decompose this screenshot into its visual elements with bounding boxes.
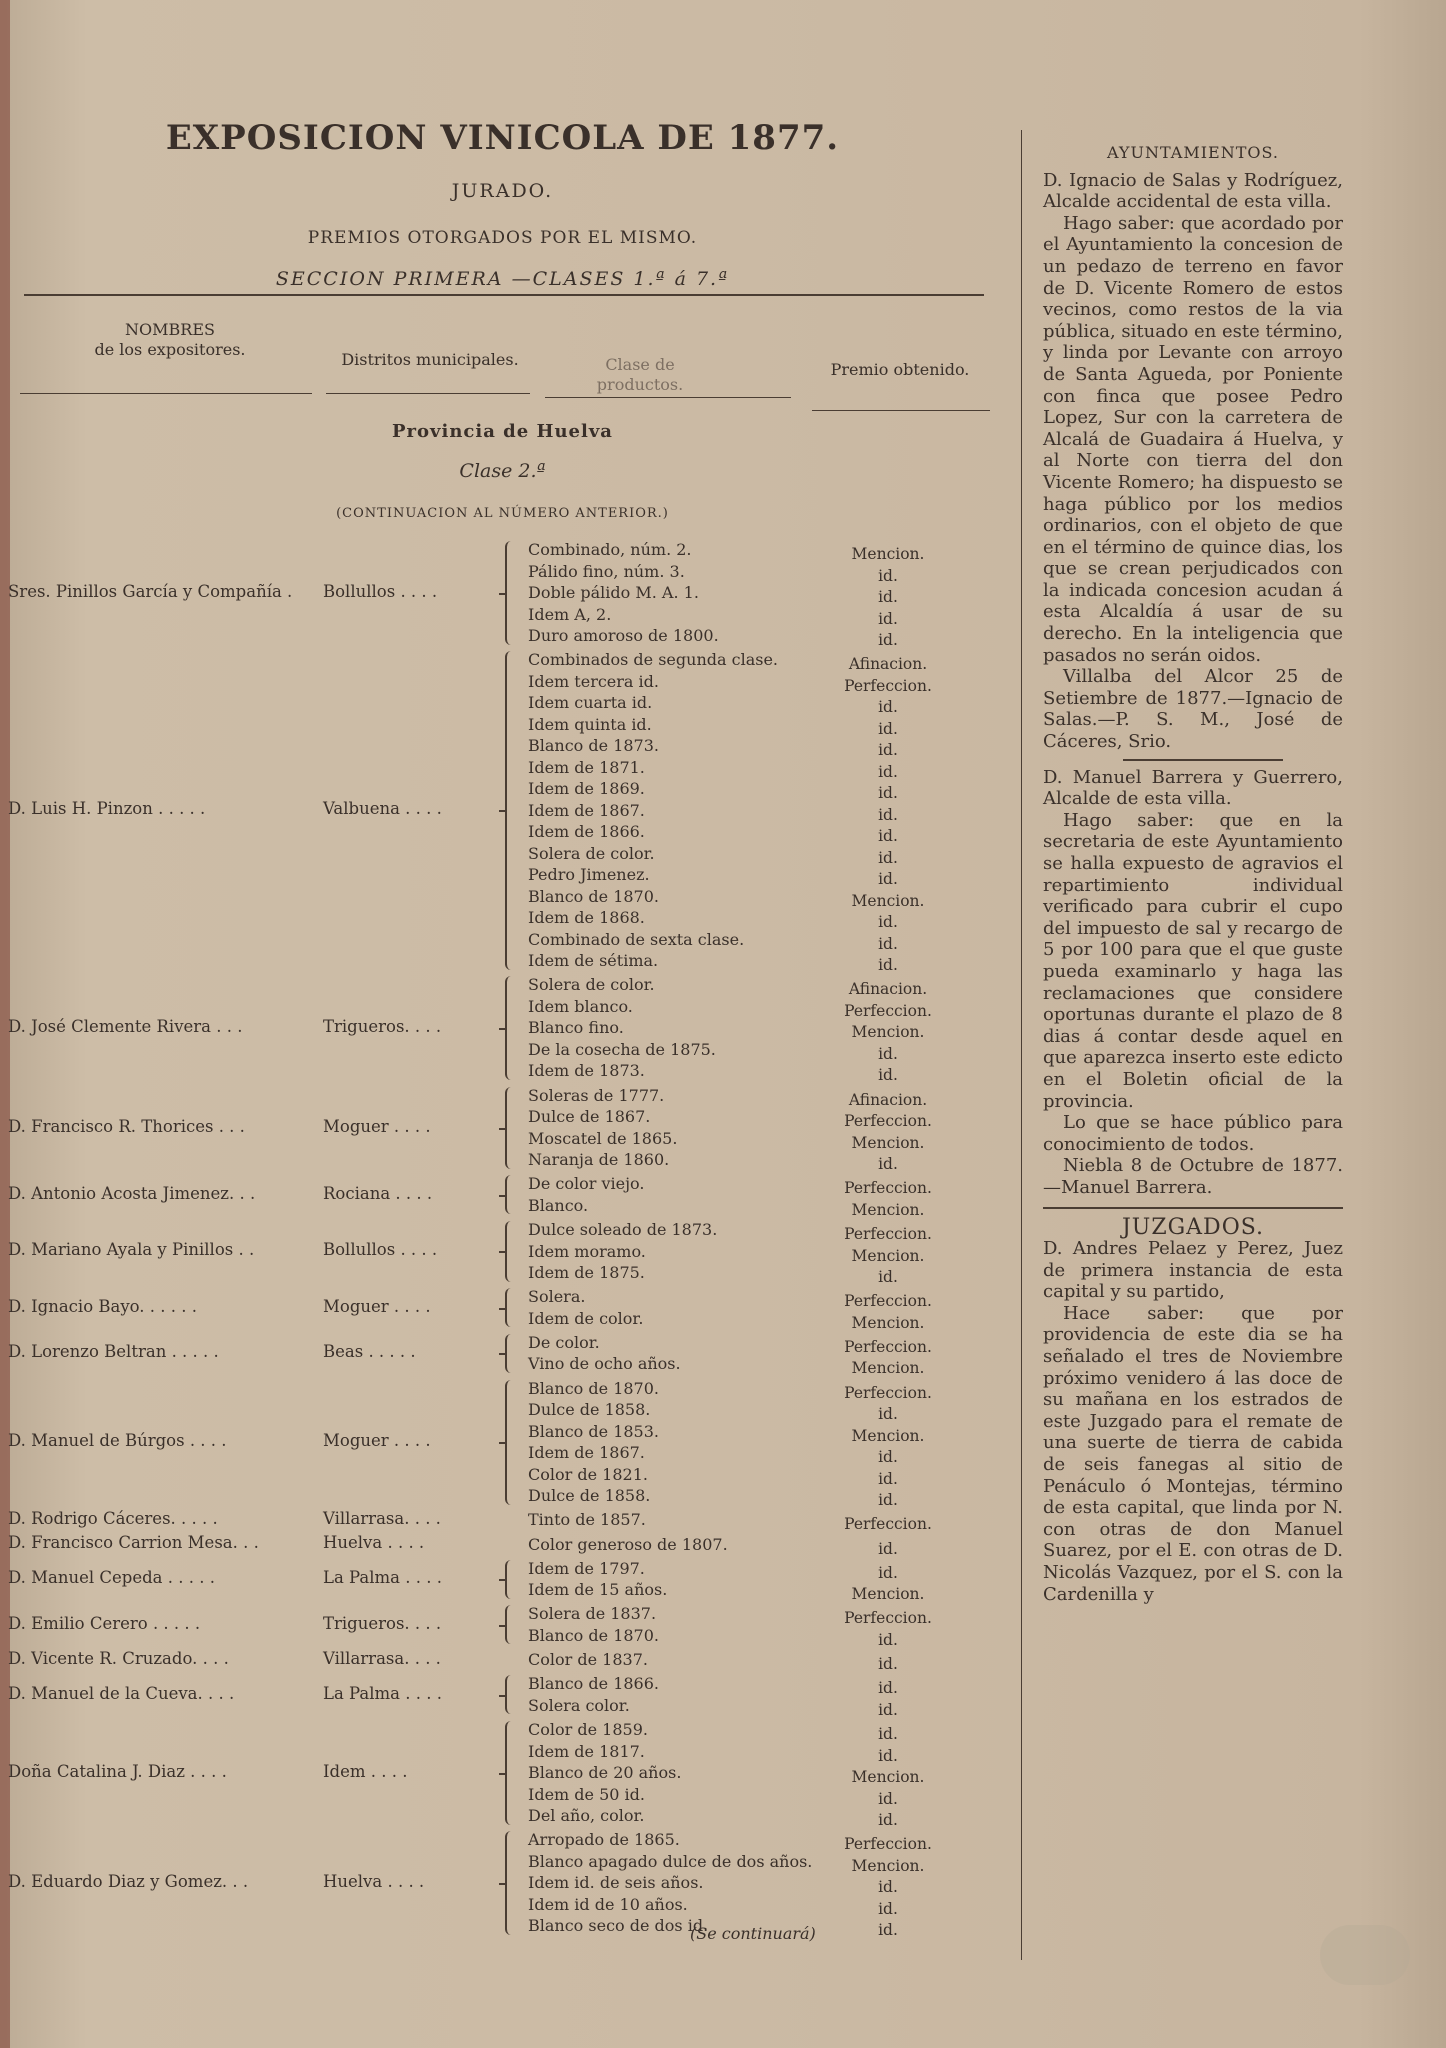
edict1-signature: Villalba del Alcor 25 de Setiembre de 1877.—Ignacio de Salas.—P. S. M., José de Cáceres, Srio. bbox=[1043, 666, 1343, 753]
ayuntamientos-heading: AYUNTAMIENTOS. bbox=[1107, 143, 1279, 162]
product-item: Idem de 15 años. bbox=[528, 1580, 668, 1600]
col-rule-3 bbox=[545, 397, 791, 398]
prize-awarded: id. bbox=[878, 1746, 898, 1765]
prize-awarded: id. bbox=[878, 1700, 898, 1719]
product-item: De color. bbox=[528, 1332, 600, 1352]
prize-awarded: Afinacion. bbox=[848, 980, 928, 999]
col-header-distritos: Distritos municipales. bbox=[341, 350, 519, 369]
prize-awarded: id. bbox=[878, 631, 898, 649]
product-item: Blanco seco de dos id. bbox=[528, 1916, 709, 1936]
product-item: Idem de 50 id. bbox=[528, 1784, 645, 1804]
product-item: Idem id. de seis años. bbox=[528, 1873, 704, 1893]
entry-row bbox=[0, 1332, 1005, 1378]
product-item: De color viejo. bbox=[528, 1174, 645, 1194]
product-item: Solera color. bbox=[528, 1695, 630, 1715]
exhibitor-name: D. Manuel Cepeda . . . . . bbox=[8, 1568, 215, 1588]
product-item: Color de 1821. bbox=[528, 1464, 648, 1484]
prize-awarded: Mencion. bbox=[851, 1200, 925, 1219]
product-item: Solera de 1837. bbox=[528, 1604, 657, 1624]
product-item: Idem de 1871. bbox=[528, 757, 645, 777]
product-item: Dulce soleado de 1873. bbox=[528, 1220, 718, 1239]
product-item: Del año, color. bbox=[528, 1806, 645, 1825]
exhibitor-name: D. Eduardo Diaz y Gomez. . . bbox=[8, 1871, 249, 1891]
edict1-body: Hago saber: que acordado por el Ayuntamiento la concesion de un pedazo de terreno en favor de D. Vicente Romero de estos vecinos, como restos de la via pública, situado en este término, y linda por Levante con arroyo de Santa Agueda, por Poniente con finca que posee Pedro Lopez, Sur con la carretera de Alcalá de Guadaira á Huelva, y al Norte con tierra del don Vicente Romero; ha dispuesto se haga público por los medios ordinarios, con el objeto de que en el término de quince dias, los que se crean perjudicados con la indicada concesion acudan á esta Alcaldía á usar de su derecho. En la inteligencia que pasados no serán oidos. bbox=[1043, 212, 1343, 666]
product-item: Idem de 1875. bbox=[528, 1263, 645, 1282]
entry-row bbox=[0, 1219, 1005, 1284]
subtitle-premios: PREMIOS OTORGADOS POR EL MISMO. bbox=[307, 228, 698, 248]
product-brace bbox=[505, 1334, 513, 1373]
product-item: Blanco de 1873. bbox=[528, 736, 659, 756]
product-item: Idem quinta id. bbox=[528, 714, 652, 734]
product-item: Idem tercera id. bbox=[528, 671, 659, 691]
product-brace bbox=[505, 1380, 513, 1505]
entry-row bbox=[0, 1829, 1005, 1940]
product-item: Tinto de 1857. bbox=[528, 1510, 646, 1530]
exhibitor-name: D. Lorenzo Beltran . . . . . bbox=[8, 1342, 219, 1362]
exhibitor-name: D. Manuel de la Cueva. . . . bbox=[8, 1683, 235, 1703]
district-name: La Palma . . . . bbox=[323, 1568, 442, 1588]
exhibitor-name: D. Emilio Cerero . . . . . bbox=[8, 1613, 201, 1633]
product-item: Idem de 1866. bbox=[528, 822, 645, 842]
prize-awarded: id. bbox=[878, 1448, 898, 1467]
prize-awarded: Perfeccion. bbox=[844, 1835, 932, 1854]
exhibitor-name: D. Antonio Acosta Jimenez. . . bbox=[8, 1183, 256, 1203]
product-brace bbox=[505, 651, 513, 970]
prize-awarded: id. bbox=[878, 719, 898, 738]
edict2-head: D. Manuel Barrera y Guerrero, Alcalde de esta villa. bbox=[1043, 766, 1343, 810]
edict2-body: Hago saber: que en la secretaria de este Ayuntamiento se halla expuesto de agravios el repartimiento individual verificado para cubrir el cupo del impuesto de sal y recargo de 5 por 100 para que el que guste pueda examinarlo y haga las reclamaciones que considere oportunas durante el plazo de 8 dias á contar desde aquel en que aparezca inserto este edicto en el Boletin oficial de la provincia. bbox=[1043, 809, 1343, 1112]
product-item: Blanco. bbox=[528, 1195, 589, 1215]
product-item: Idem de sétima. bbox=[528, 951, 659, 971]
product-brace bbox=[505, 976, 513, 1080]
edict2-signature: Niebla 8 de Octubre de 1877.—Manuel Barrera. bbox=[1043, 1155, 1343, 1198]
entry-row bbox=[0, 1534, 1005, 1556]
prize-awarded: id. bbox=[878, 848, 898, 867]
product-item: Idem de 1867. bbox=[528, 1443, 645, 1463]
prize-awarded: Mencion. bbox=[851, 1359, 925, 1378]
prize-awarded: Perfeccion. bbox=[844, 676, 932, 695]
district-name: Valbuena . . . . bbox=[323, 799, 442, 819]
product-item: Color de 1859. bbox=[528, 1720, 648, 1739]
prize-awarded: Mencion. bbox=[851, 1585, 925, 1604]
product-item: Idem cuarta id. bbox=[528, 693, 653, 713]
prize-awarded: id. bbox=[878, 698, 898, 717]
product-item: Blanco de 1870. bbox=[528, 1378, 659, 1398]
entry-row bbox=[0, 539, 1005, 647]
product-item: Soleras de 1777. bbox=[528, 1085, 665, 1105]
exhibitor-name: D. José Clemente Rivera . . . bbox=[8, 1017, 243, 1037]
prize-awarded: id. bbox=[878, 1899, 898, 1918]
product-item: Color generoso de 1807. bbox=[528, 1534, 728, 1554]
section-heading: SECCION PRIMERA —CLASES 1.ª á 7.ª bbox=[275, 268, 730, 290]
product-item: Pedro Jimenez. bbox=[528, 865, 650, 885]
prize-awarded: Mencion. bbox=[851, 1246, 925, 1265]
prize-awarded: id. bbox=[878, 762, 898, 781]
product-item: Blanco de 1853. bbox=[528, 1421, 659, 1441]
district-name: Huelva . . . . bbox=[323, 1871, 425, 1891]
product-item: Arropado de 1865. bbox=[528, 1830, 680, 1850]
col-rule-2 bbox=[326, 393, 530, 394]
product-brace bbox=[505, 1288, 513, 1327]
prize-awarded: id. bbox=[878, 913, 898, 932]
prize-awarded: Afinacion. bbox=[848, 1090, 928, 1109]
entry-row bbox=[0, 649, 1005, 975]
product-brace bbox=[505, 1831, 513, 1935]
product-item: Doble pálido M. A. 1. bbox=[528, 583, 699, 602]
prize-awarded: Perfeccion. bbox=[844, 1383, 932, 1402]
prize-awarded: id. bbox=[878, 1563, 898, 1582]
prize-awarded: id. bbox=[878, 784, 898, 803]
prize-awarded: Mencion. bbox=[851, 1768, 925, 1786]
prize-awarded: Mencion. bbox=[851, 891, 925, 910]
exhibitor-name: Sres. Pinillos García y Compañía . bbox=[8, 581, 293, 601]
product-item: Dulce de 1867. bbox=[528, 1107, 651, 1127]
entry-row bbox=[0, 1509, 1005, 1534]
entry-row bbox=[0, 1673, 1005, 1719]
district-name: Villarrasa. . . . bbox=[323, 1509, 441, 1529]
product-item: Blanco de 20 años. bbox=[528, 1763, 682, 1782]
product-brace bbox=[505, 1560, 513, 1599]
prize-awarded: id. bbox=[878, 588, 898, 606]
entry-row bbox=[0, 1603, 1005, 1649]
product-item: De la cosecha de 1875. bbox=[528, 1039, 716, 1059]
prize-awarded: Mencion. bbox=[851, 545, 925, 563]
exhibitor-name: D. Ignacio Bayo. . . . . . bbox=[8, 1296, 197, 1316]
entry-row bbox=[0, 1719, 1005, 1827]
district-name: Moguer . . . . bbox=[323, 1431, 431, 1451]
product-brace bbox=[505, 1221, 513, 1282]
prize-awarded: Mencion. bbox=[851, 1426, 925, 1445]
col-rule-4 bbox=[812, 410, 990, 411]
product-item: Dulce de 1858. bbox=[528, 1486, 651, 1506]
province-heading: Provincia de Huelva bbox=[392, 421, 613, 442]
product-item: Pálido fino, núm. 3. bbox=[528, 561, 685, 581]
district-name: Moguer . . . . bbox=[323, 1296, 431, 1316]
entry-row bbox=[0, 1648, 1005, 1674]
product-item: Idem moramo. bbox=[528, 1241, 646, 1261]
entry-row bbox=[0, 1085, 1005, 1174]
library-watermark bbox=[1320, 1925, 1410, 1985]
exhibitor-name: D. Luis H. Pinzon . . . . . bbox=[8, 799, 206, 819]
district-name: Beas . . . . . bbox=[323, 1342, 416, 1362]
entry-row bbox=[0, 1173, 1005, 1219]
edict-divider-1 bbox=[1123, 759, 1283, 761]
prize-awarded: Perfeccion. bbox=[844, 1179, 932, 1198]
district-name: Villarrasa. . . . bbox=[323, 1648, 441, 1668]
prize-awarded: Perfeccion. bbox=[844, 1112, 932, 1131]
col-header-premio: Premio obtenido. bbox=[830, 360, 970, 379]
product-item: Idem de 1817. bbox=[528, 1741, 645, 1761]
product-item: Combinado de sexta clase. bbox=[528, 929, 745, 949]
entry-row bbox=[0, 1558, 1005, 1604]
product-item: Idem de 1867. bbox=[528, 800, 645, 820]
edict1-head: D. Ignacio de Salas y Rodríguez, Alcalde accidental de esta villa. bbox=[1043, 169, 1343, 213]
continued-note: (Se continuará) bbox=[690, 1924, 816, 1943]
prize-awarded: Afinacion. bbox=[848, 655, 928, 674]
prize-awarded: Mencion. bbox=[851, 1133, 925, 1152]
prize-awarded: id. bbox=[878, 1630, 898, 1649]
prize-awarded: Mencion. bbox=[851, 1313, 925, 1332]
product-item: Blanco de 1870. bbox=[528, 886, 659, 906]
prize-awarded: Perfeccion. bbox=[844, 1225, 932, 1243]
prize-awarded: id. bbox=[878, 1789, 898, 1808]
prize-awarded: id. bbox=[878, 1491, 898, 1510]
prize-awarded: Perfeccion. bbox=[844, 1337, 932, 1356]
prize-awarded: id. bbox=[878, 1921, 898, 1940]
product-item: Naranja de 1860. bbox=[528, 1150, 670, 1170]
prize-awarded: id. bbox=[878, 934, 898, 953]
product-item: Solera de color. bbox=[528, 975, 655, 995]
exhibitor-name: D. Mariano Ayala y Pinillos . . bbox=[8, 1240, 255, 1260]
header-rule bbox=[24, 294, 984, 296]
prize-awarded: Perfeccion. bbox=[844, 1515, 932, 1534]
district-name: Huelva . . . . bbox=[323, 1533, 425, 1553]
product-item: Vino de ocho años. bbox=[528, 1354, 681, 1374]
page-title: EXPOSICION VINICOLA DE 1877. bbox=[165, 118, 840, 158]
product-brace bbox=[505, 1175, 513, 1214]
district-name: La Palma . . . . bbox=[323, 1683, 442, 1703]
district-name: Bollullos . . . . bbox=[323, 581, 438, 601]
prize-awarded: id. bbox=[878, 1469, 898, 1488]
prize-awarded: id. bbox=[878, 1725, 898, 1743]
continuation-note: (CONTINUACION AL NÚMERO ANTERIOR.) bbox=[336, 506, 669, 521]
product-item: Solera de color. bbox=[528, 843, 655, 863]
product-brace bbox=[505, 541, 513, 645]
prize-awarded: Perfeccion. bbox=[844, 1609, 932, 1628]
product-item: Moscatel de 1865. bbox=[528, 1128, 678, 1148]
prize-awarded: Perfeccion. bbox=[844, 1292, 932, 1311]
product-item: Duro amoroso de 1800. bbox=[528, 626, 719, 645]
prize-awarded: Mencion. bbox=[851, 1856, 925, 1875]
prize-awarded: Mencion. bbox=[851, 1023, 925, 1042]
prize-awarded: id. bbox=[878, 1878, 898, 1897]
entry-row bbox=[0, 1378, 1005, 1510]
product-item: Blanco de 1870. bbox=[528, 1625, 659, 1645]
exhibitor-name: D. Rodrigo Cáceres. . . . . bbox=[8, 1509, 218, 1529]
section-divider bbox=[1043, 1207, 1343, 1209]
product-item: Combinado, núm. 2. bbox=[528, 540, 692, 559]
product-brace bbox=[505, 1605, 513, 1644]
prize-awarded: id. bbox=[878, 956, 898, 975]
product-item: Blanco fino. bbox=[528, 1018, 624, 1038]
prize-awarded: id. bbox=[878, 609, 898, 628]
class-heading: Clase 2.ª bbox=[459, 460, 546, 482]
product-item: Combinados de segunda clase. bbox=[528, 650, 778, 670]
edict3-head: D. Andres Pelaez y Perez, Juez de primera instancia de esta capital y su partido, bbox=[1043, 1238, 1343, 1303]
col-header-nombres bbox=[60, 320, 280, 360]
prize-awarded: id. bbox=[878, 1268, 898, 1286]
entry-row bbox=[0, 1286, 1005, 1332]
col-header-clase: Clase de productos. bbox=[596, 355, 684, 394]
prize-awarded: id. bbox=[878, 1655, 898, 1674]
product-item: Idem de 1797. bbox=[528, 1558, 645, 1578]
prize-awarded: id. bbox=[878, 1811, 898, 1829]
product-item: Color de 1837. bbox=[528, 1650, 648, 1670]
prize-awarded: Perfeccion. bbox=[844, 1001, 932, 1020]
subtitle-jurado: JURADO. bbox=[451, 180, 554, 202]
prize-awarded: id. bbox=[878, 1679, 898, 1698]
product-item: Solera. bbox=[528, 1287, 586, 1307]
exhibitor-name: D. Manuel de Búrgos . . . . bbox=[8, 1431, 227, 1451]
exhibitor-name: D. Vicente R. Cruzado. . . . bbox=[8, 1648, 229, 1668]
product-item: Dulce de 1858. bbox=[528, 1400, 651, 1420]
product-item: Idem de color. bbox=[528, 1308, 644, 1328]
prize-awarded: id. bbox=[878, 1539, 898, 1558]
product-item: Idem de 1873. bbox=[528, 1061, 645, 1081]
district-name: Bollullos . . . . bbox=[323, 1240, 438, 1260]
prize-awarded: id. bbox=[878, 1044, 898, 1063]
product-item: Idem id de 10 años. bbox=[528, 1894, 688, 1914]
entry-row bbox=[0, 974, 1005, 1085]
prize-awarded: id. bbox=[878, 827, 898, 846]
col-rule-1 bbox=[20, 393, 312, 394]
prize-awarded: id. bbox=[878, 870, 898, 889]
edict3-body: Hace saber: que por providencia de este dia se ha señalado el tres de Noviembre próximo venidero á las doce de su mañana en los estrados de este Juzgado para el remate de una suerte de tierra de cabida de seis fanegas al sitio de Penáculo ó Montejas, término de esta capital, que linda por N. con otras de don Manuel Suarez, por el E. con otras de D. Nicolás Vazquez, por el S. con la Cardenilla y bbox=[1043, 1302, 1343, 1605]
product-brace bbox=[505, 1087, 513, 1169]
prize-awarded: id. bbox=[878, 1155, 898, 1174]
col-header-nombres-2: de los expositores. bbox=[94, 340, 246, 359]
exhibitor-name: Doña Catalina J. Diaz . . . . bbox=[8, 1761, 227, 1781]
edict2-closing: Lo que se hace público para conocimiento de todos. bbox=[1043, 1112, 1343, 1155]
notices-column bbox=[1043, 142, 1343, 1605]
prize-awarded: id. bbox=[878, 566, 898, 585]
exhibitor-name: D. Francisco R. Thorices . . . bbox=[8, 1116, 245, 1136]
product-brace bbox=[505, 1675, 513, 1714]
col-header-nombres-1: NOMBRES bbox=[125, 320, 215, 339]
district-name: Rociana . . . . bbox=[323, 1183, 433, 1203]
prize-awarded: id. bbox=[878, 1066, 898, 1085]
district-name: Trigueros. . . . bbox=[323, 1613, 442, 1633]
district-name: Trigueros. . . . bbox=[323, 1017, 442, 1037]
district-name: Idem . . . . bbox=[323, 1761, 408, 1781]
column-divider bbox=[1021, 130, 1022, 1960]
product-item: Idem de 1869. bbox=[528, 779, 645, 799]
exhibitor-name: D. Francisco Carrion Mesa. . . bbox=[8, 1533, 259, 1553]
product-item: Idem de 1868. bbox=[528, 908, 645, 928]
product-item: Blanco apagado dulce de dos años. bbox=[528, 1851, 813, 1871]
product-item: Blanco de 1866. bbox=[528, 1674, 659, 1694]
district-name: Moguer . . . . bbox=[323, 1116, 431, 1136]
product-item: Idem blanco. bbox=[528, 996, 633, 1016]
prize-awarded: id. bbox=[878, 1405, 898, 1424]
prize-awarded: id. bbox=[878, 741, 898, 760]
product-item: Idem A, 2. bbox=[528, 604, 612, 624]
juzgados-heading: JUZGADOS. bbox=[1121, 1214, 1265, 1240]
prize-awarded: id. bbox=[878, 805, 898, 824]
product-brace bbox=[505, 1721, 513, 1825]
